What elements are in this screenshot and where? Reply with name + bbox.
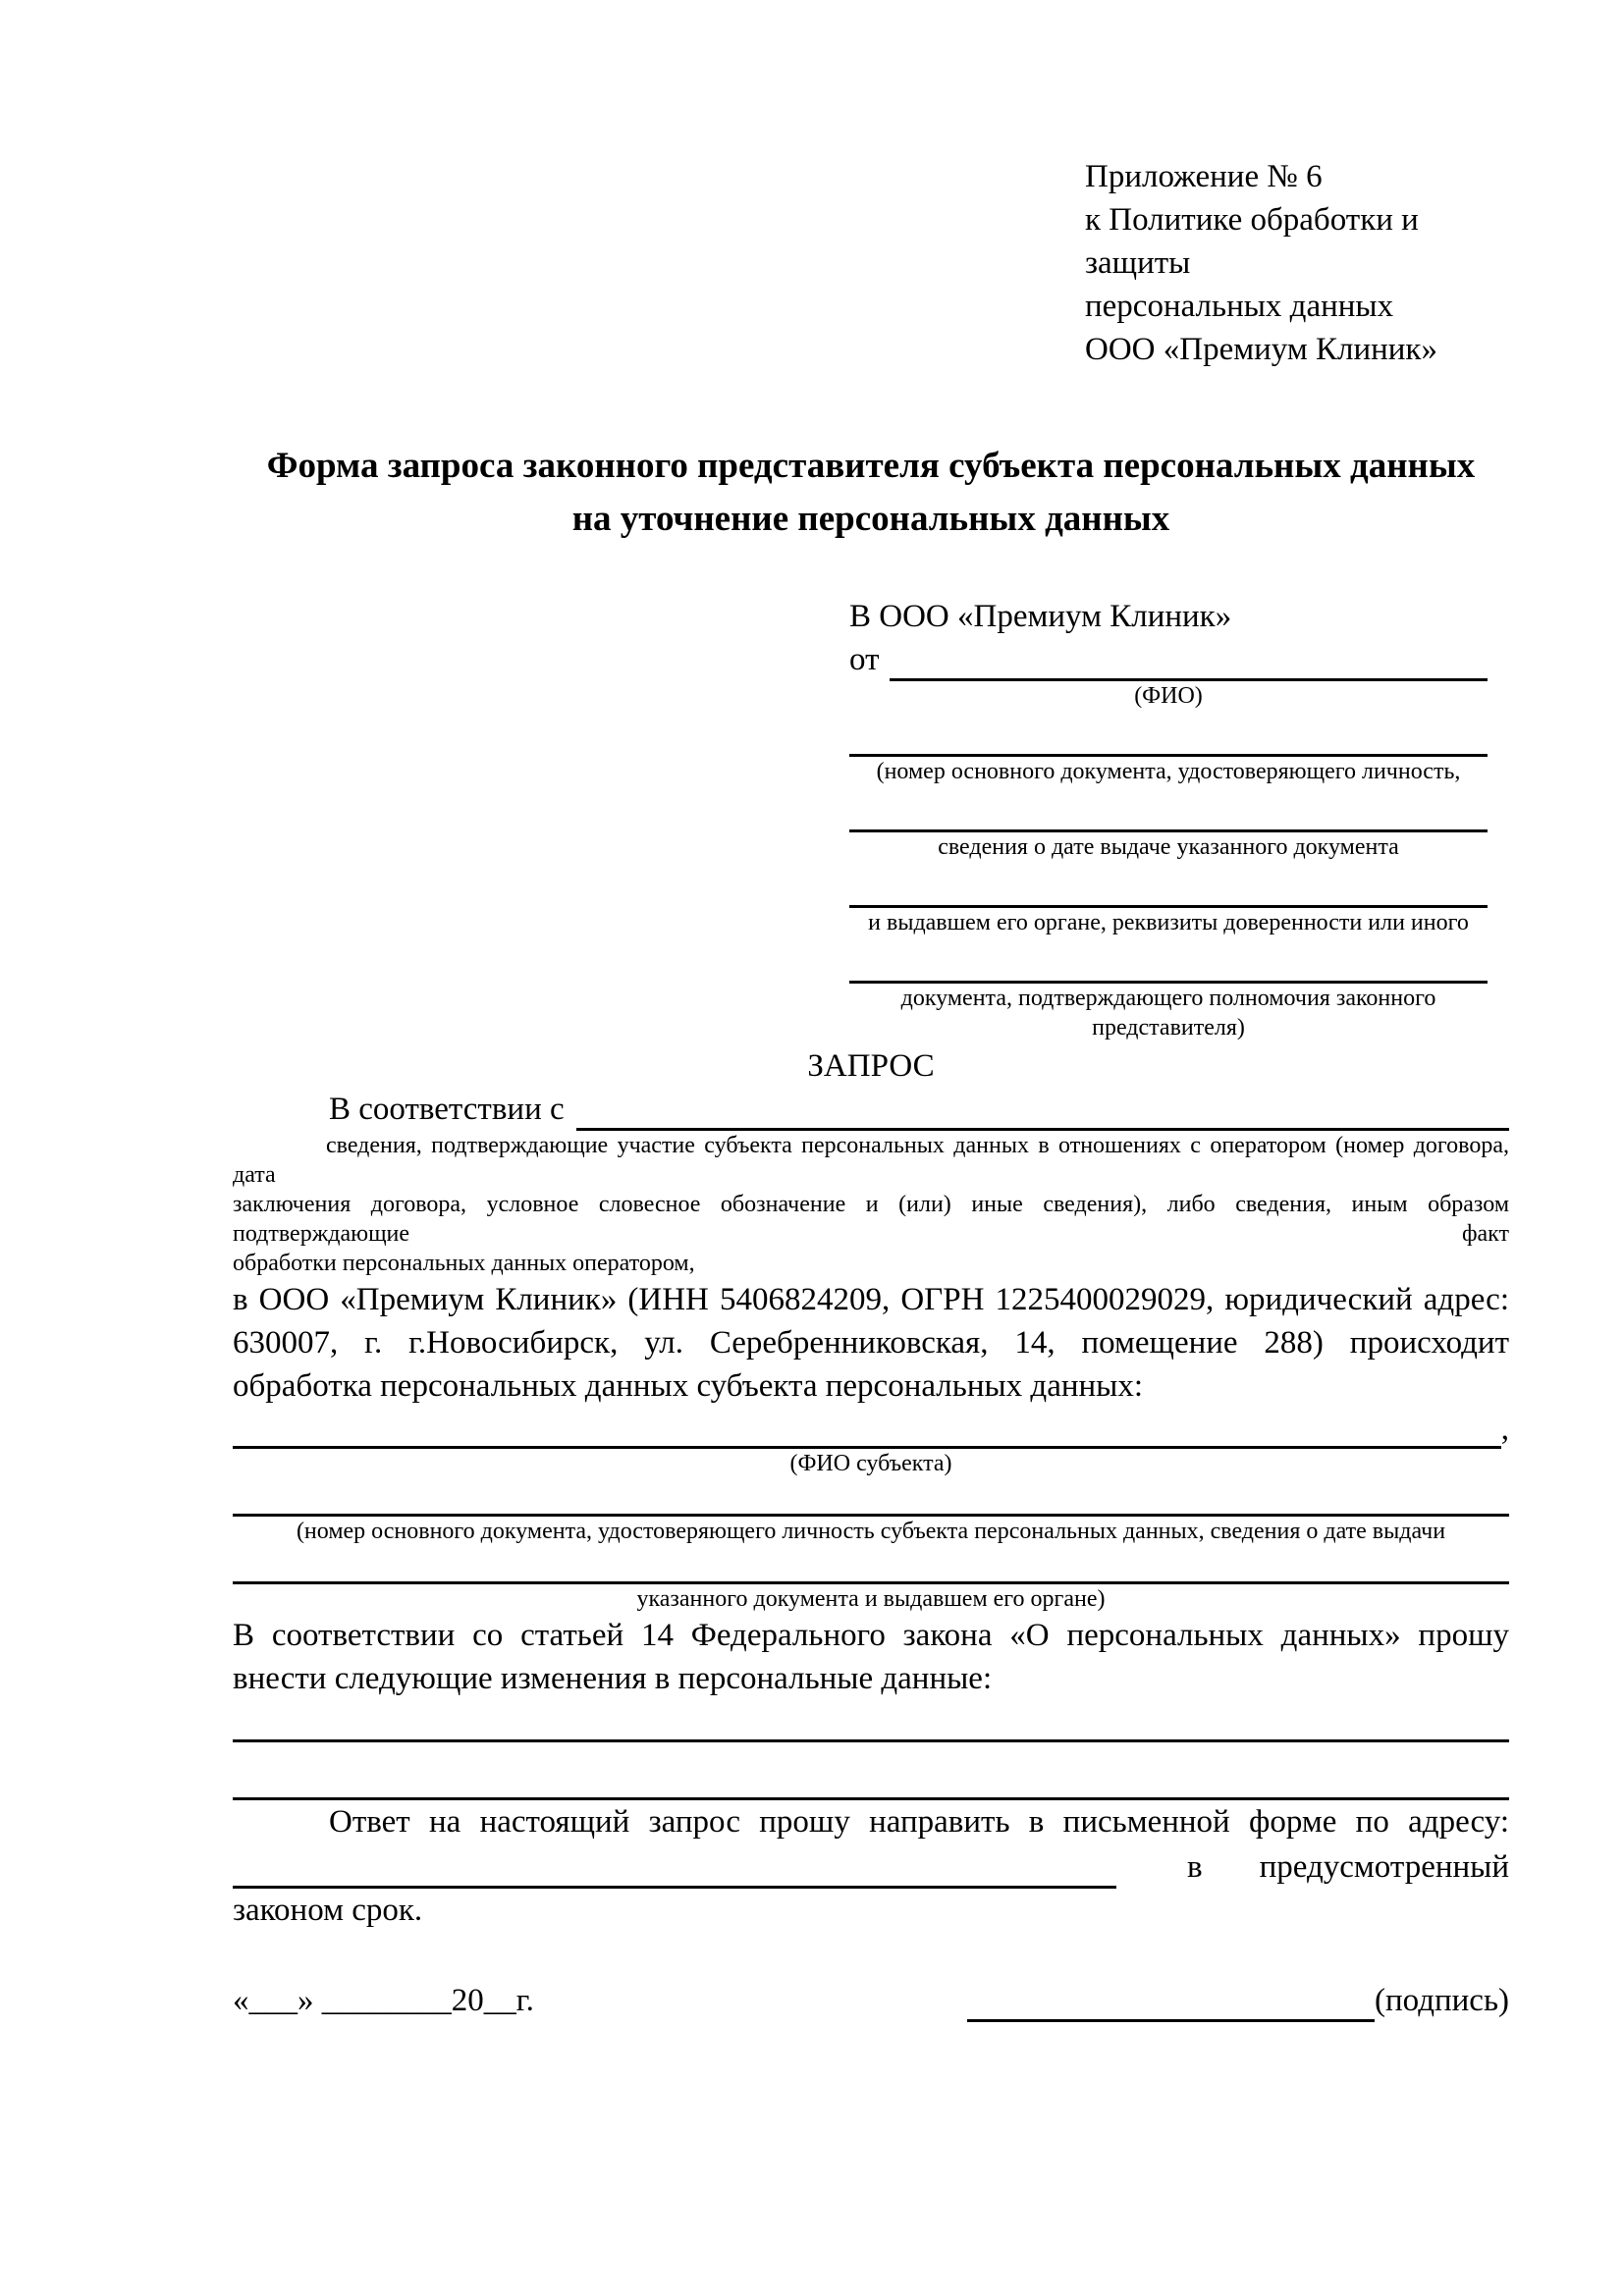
subject-fio-comma: , [1500,1412,1509,1447]
caption-issuing-authority: и выдавшем его органе, реквизиты доверенности или иного [868,910,1469,935]
reply-paragraph-line-1: Ответ на настоящий запрос прошу направить в письменной форме по адресу: [329,1804,1509,1840]
reply-word-2: предусмотренный [1259,1849,1509,1885]
caption-subject-document-2: указанного документа и выдавшем его органе) [636,1586,1106,1612]
reply-word-1: в [1187,1849,1203,1885]
annex-line-1: Приложение № 6 [1085,159,1323,194]
subject-document-blank-field [233,1478,1509,1517]
reply-address-row [233,1843,1509,1889]
basis-caption-line-3: обработки персональных данных оператором, [233,1251,695,1276]
article-paragraph-line-1: В соответствии со статьей 14 Федерального закона «О персональных данных» прошу [233,1618,1509,1653]
operator-paragraph-line-3: обработка персональных данных субъекта персональных данных: [233,1368,1143,1404]
signature-caption: (подпись) [1375,1983,1509,2018]
caption-document-number: (номер основного документа, удостоверяющего личность, [876,759,1461,784]
changes-blank-field-1 [233,1704,1509,1742]
annex-line-2: к Политике обработки и защиты [1085,202,1419,281]
caption-subject-fio: (ФИО субъекта) [789,1451,952,1476]
issuing-authority-blank-field [849,862,1488,908]
operator-paragraph-line-1: в ООО «Премиум Клиник» (ИНН 5406824209, ОГРН 1225400029029, юридический адрес: [233,1282,1509,1317]
basis-label: В соответствии с [329,1092,565,1127]
caption-fio: (ФИО) [1134,683,1203,709]
operator-paragraph [233,1278,1509,1408]
representative-fio-blank-field [890,641,1489,681]
reply-paragraph-tail: законом срок. [233,1893,423,1928]
reply-address-blank-field [233,1848,1116,1889]
basis-row [233,1088,1509,1131]
addressee-to: В ООО «Премиум Клиник» [849,599,1232,634]
basis-caption-line-2: заключения договора, условное словесное обозначение и (или) иные сведения), либо сведения, иным образом подтверждающие факт [233,1192,1509,1247]
authority-document-blank-field [849,937,1488,984]
operator-paragraph-line-2: 630007, г. г.Новосибирск, ул. Серебренниковская, 14, помещение 288) происходит [233,1325,1509,1361]
title-line-1: Форма запроса законного представителя субъекта персональных данных [266,446,1476,486]
subject-fio-blank-field [233,1409,1501,1449]
signature-blank-field [967,1980,1375,2022]
document-title [233,440,1509,546]
annex-block [1085,155,1509,371]
article-paragraph-line-2: внести следующие изменения в персональные данные: [233,1661,993,1696]
annex-line-4: ООО «Премиум Клиник» [1085,332,1437,367]
request-heading: ЗАПРОС [807,1048,935,1084]
addressee-block [849,595,1488,1042]
article-paragraph [233,1614,1509,1700]
date-blank-line: «___» ________20__г. [233,1983,534,2018]
subject-fio-row [233,1408,1509,1449]
subject-document-blank-field-2 [233,1546,1509,1584]
document-number-blank-field [849,711,1488,757]
date-signature-row [233,1979,1509,2022]
caption-authority-document: документа, подтверждающего полномочия законного представителя) [900,986,1436,1041]
title-line-2: на уточнение персональных данных [571,499,1170,539]
signature-area [967,1979,1509,2022]
basis-blank-field [576,1091,1509,1131]
basis-caption-paragraph [233,1131,1509,1278]
addressee-from-label: от [849,642,880,677]
annex-line-3: персональных данных [1085,289,1394,324]
basis-caption-line-1: сведения, подтверждающие участие субъекта персональных данных в отношениях с оператором (номер договора, дата [233,1133,1509,1188]
caption-subject-document-1: (номер основного документа, удостоверяющего личность субъекта персональных данных, сведения о дате выдачи [296,1519,1446,1544]
addressee-from-row [849,638,1488,681]
changes-blank-field-2 [233,1742,1509,1800]
issue-date-blank-field [849,786,1488,832]
caption-issue-date: сведения о дате выдаче указанного документа [938,834,1399,860]
